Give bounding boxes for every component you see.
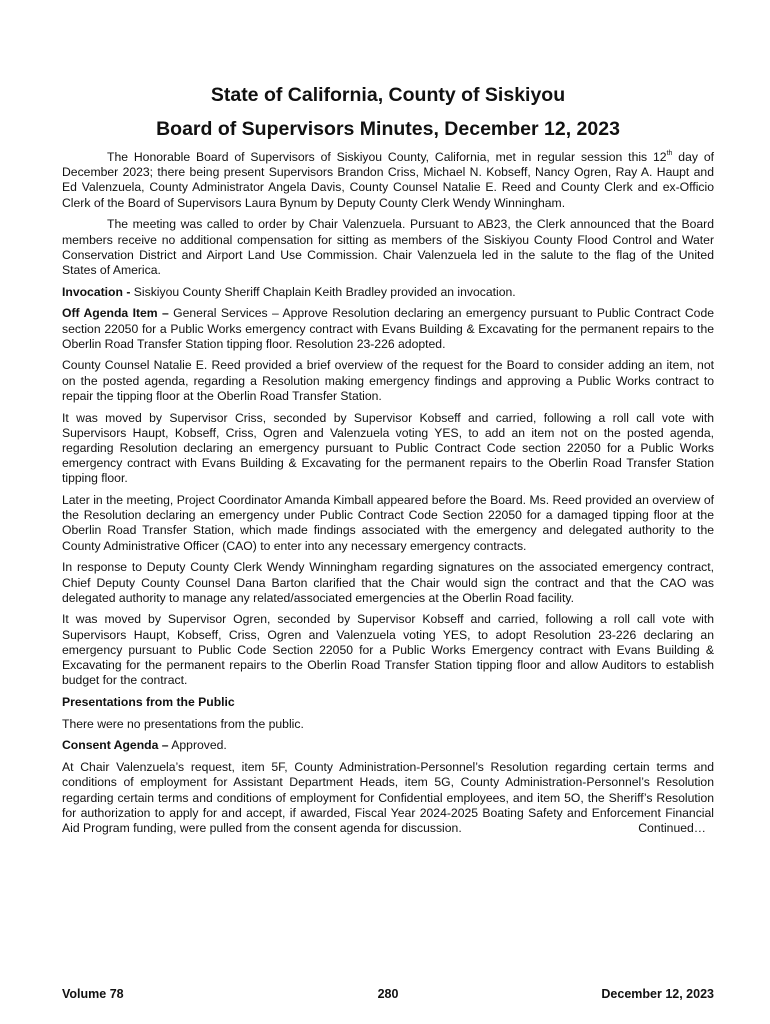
off-agenda-paragraph (62, 306, 714, 352)
consent-detail-paragraph (62, 760, 714, 836)
motion-2-paragraph: It was moved by Supervisor Ogren, seconded by Supervisor Kobseff and carried, following a roll call vote with Supervisors Haupt, Kobseff, Criss, Ogren and Valenzuela voting YES, to adopt Resolution 23-226 declaring an emergency pursuant to Public Code Section 22050 for a Public Works Emergency contract with Evans Building & Excavating for the permanent repairs to the Oberlin Road Transfer Station tipping floor and allow Auditors to establish budget for the contract. (62, 612, 714, 688)
consent-paragraph (62, 738, 714, 753)
intro-superscript: th (666, 150, 673, 157)
presentations-heading (62, 695, 714, 710)
off-agenda-text: General Services – Approve Resolution declaring an emergency pursuant to Public Contract Code section 22050 for a Public Works emergency contract with Evans Building & Excavating for the permanent repairs to the Oberlin Road Transfer Station tipping floor. Resolution 23-226 adopted. (62, 306, 714, 351)
invocation-text: Siskiyou County Sheriff Chaplain Keith Bradley provided an invocation. (130, 284, 516, 299)
response-paragraph: In response to Deputy County Clerk Wendy Winningham regarding signatures on the associated emergency contract, Chief Deputy County Counsel Dana Barton clarified that the Chair would sign the contract and that the CAO was delegated authority to manage any related/associated emergencies at the Oberlin Road facility. (62, 560, 714, 605)
footer-page-number: 280 (377, 987, 399, 1001)
document-title: State of California, County of Siskiyou (210, 84, 566, 106)
footer-date: December 12, 2023 (601, 987, 714, 1001)
motion-1-paragraph: It was moved by Supervisor Criss, seconded by Supervisor Kobseff and carried, following a roll call vote with Supervisors Haupt, Kobseff, Criss, Ogren and Valenzuela voting YES, to add an item not on the posted agenda, regarding Resolution declaring an emergency pursuant to Public Contract Code section 22050 for a Public Works emergency contract with Evans Building & Excavating for the permanent repairs to the Oberlin Road Transfer Station tipping floor. (62, 410, 714, 486)
later-meeting-paragraph: Later in the meeting, Project Coordinator Amanda Kimball appeared before the Board. Ms. Reed provided an overview of the Resolution declaring an emergency under Public Contract Code Section 22050 for a damaged tipping floor at the Oberlin Road Transfer Station, which made findings associated with the emergency and delegated authority to the County Administrative Officer (CAO) to enter into any necessary emergency contracts. (62, 493, 714, 553)
intro-paragraph (62, 150, 714, 211)
call-to-order-paragraph: The meeting was called to order by Chair Valenzuela. Pursuant to AB23, the Clerk announced that the Board members receive no additional compensation for sitting as members of the Siskiyou County Flood Control and Water Conservation District and Airport Land Use Commission. Chair Valenzuela led in the salute to the flag of the United States of America. (62, 217, 714, 277)
minutes-content (62, 78, 714, 843)
consent-text: Approved. (168, 738, 227, 753)
presentations-paragraph: There were no presentations from the public. (62, 716, 304, 731)
document-subtitle: Board of Supervisors Minutes, December 12, 2023 (156, 118, 620, 140)
invocation-paragraph (62, 285, 714, 300)
presentations-heading-text: Presentations from the Public (62, 695, 235, 709)
off-agenda-label: Off Agenda Item – (62, 306, 169, 321)
intro-text-b: day of December 2023; there being present Supervisors Brandon Criss, Michael N. Kobseff, Nancy Ogren, Ray A. Haupt and Ed Valenzuela, County Administrator Angela Davis, County Counsel Natalie E. Reed and County Clerk and ex-Officio Clerk of the Board of Supervisors Laura Bynum by Deputy County Clerk Wendy Winningham. (62, 150, 714, 210)
footer-volume: Volume 78 (62, 987, 124, 1001)
continued-marker: Continued… (638, 820, 706, 835)
invocation-label: Invocation - (62, 284, 131, 299)
consent-label: Consent Agenda – (62, 738, 169, 753)
counsel-overview-paragraph: County Counsel Natalie E. Reed provided a brief overview of the request for the Board to consider adding an item, not on the posted agenda, regarding a Resolution making emergency findings and approving a Public Works contract to repair the tipping floor at the Oberlin Road Transfer Station. (62, 358, 714, 403)
consent-detail-text: At Chair Valenzuela’s request, item 5F, County Administration-Personnel’s Resolution regarding certain terms and conditions of employment for Assistant Department Heads, item 5G, County Administration-Personnel’s Resolution regarding certain terms and conditions of employment for Confidential employees, and item 5O, the Sheriff’s Resolution for authorization to apply for and accept, if awarded, Fiscal Year 2024-2025 Boating Safety and Enforcement Financial Aid Program funding, were pulled from the consent agenda for discussion. (62, 760, 714, 835)
intro-text-a: The Honorable Board of Supervisors of Siskiyou County, California, met in regular session this 12 (107, 150, 667, 164)
